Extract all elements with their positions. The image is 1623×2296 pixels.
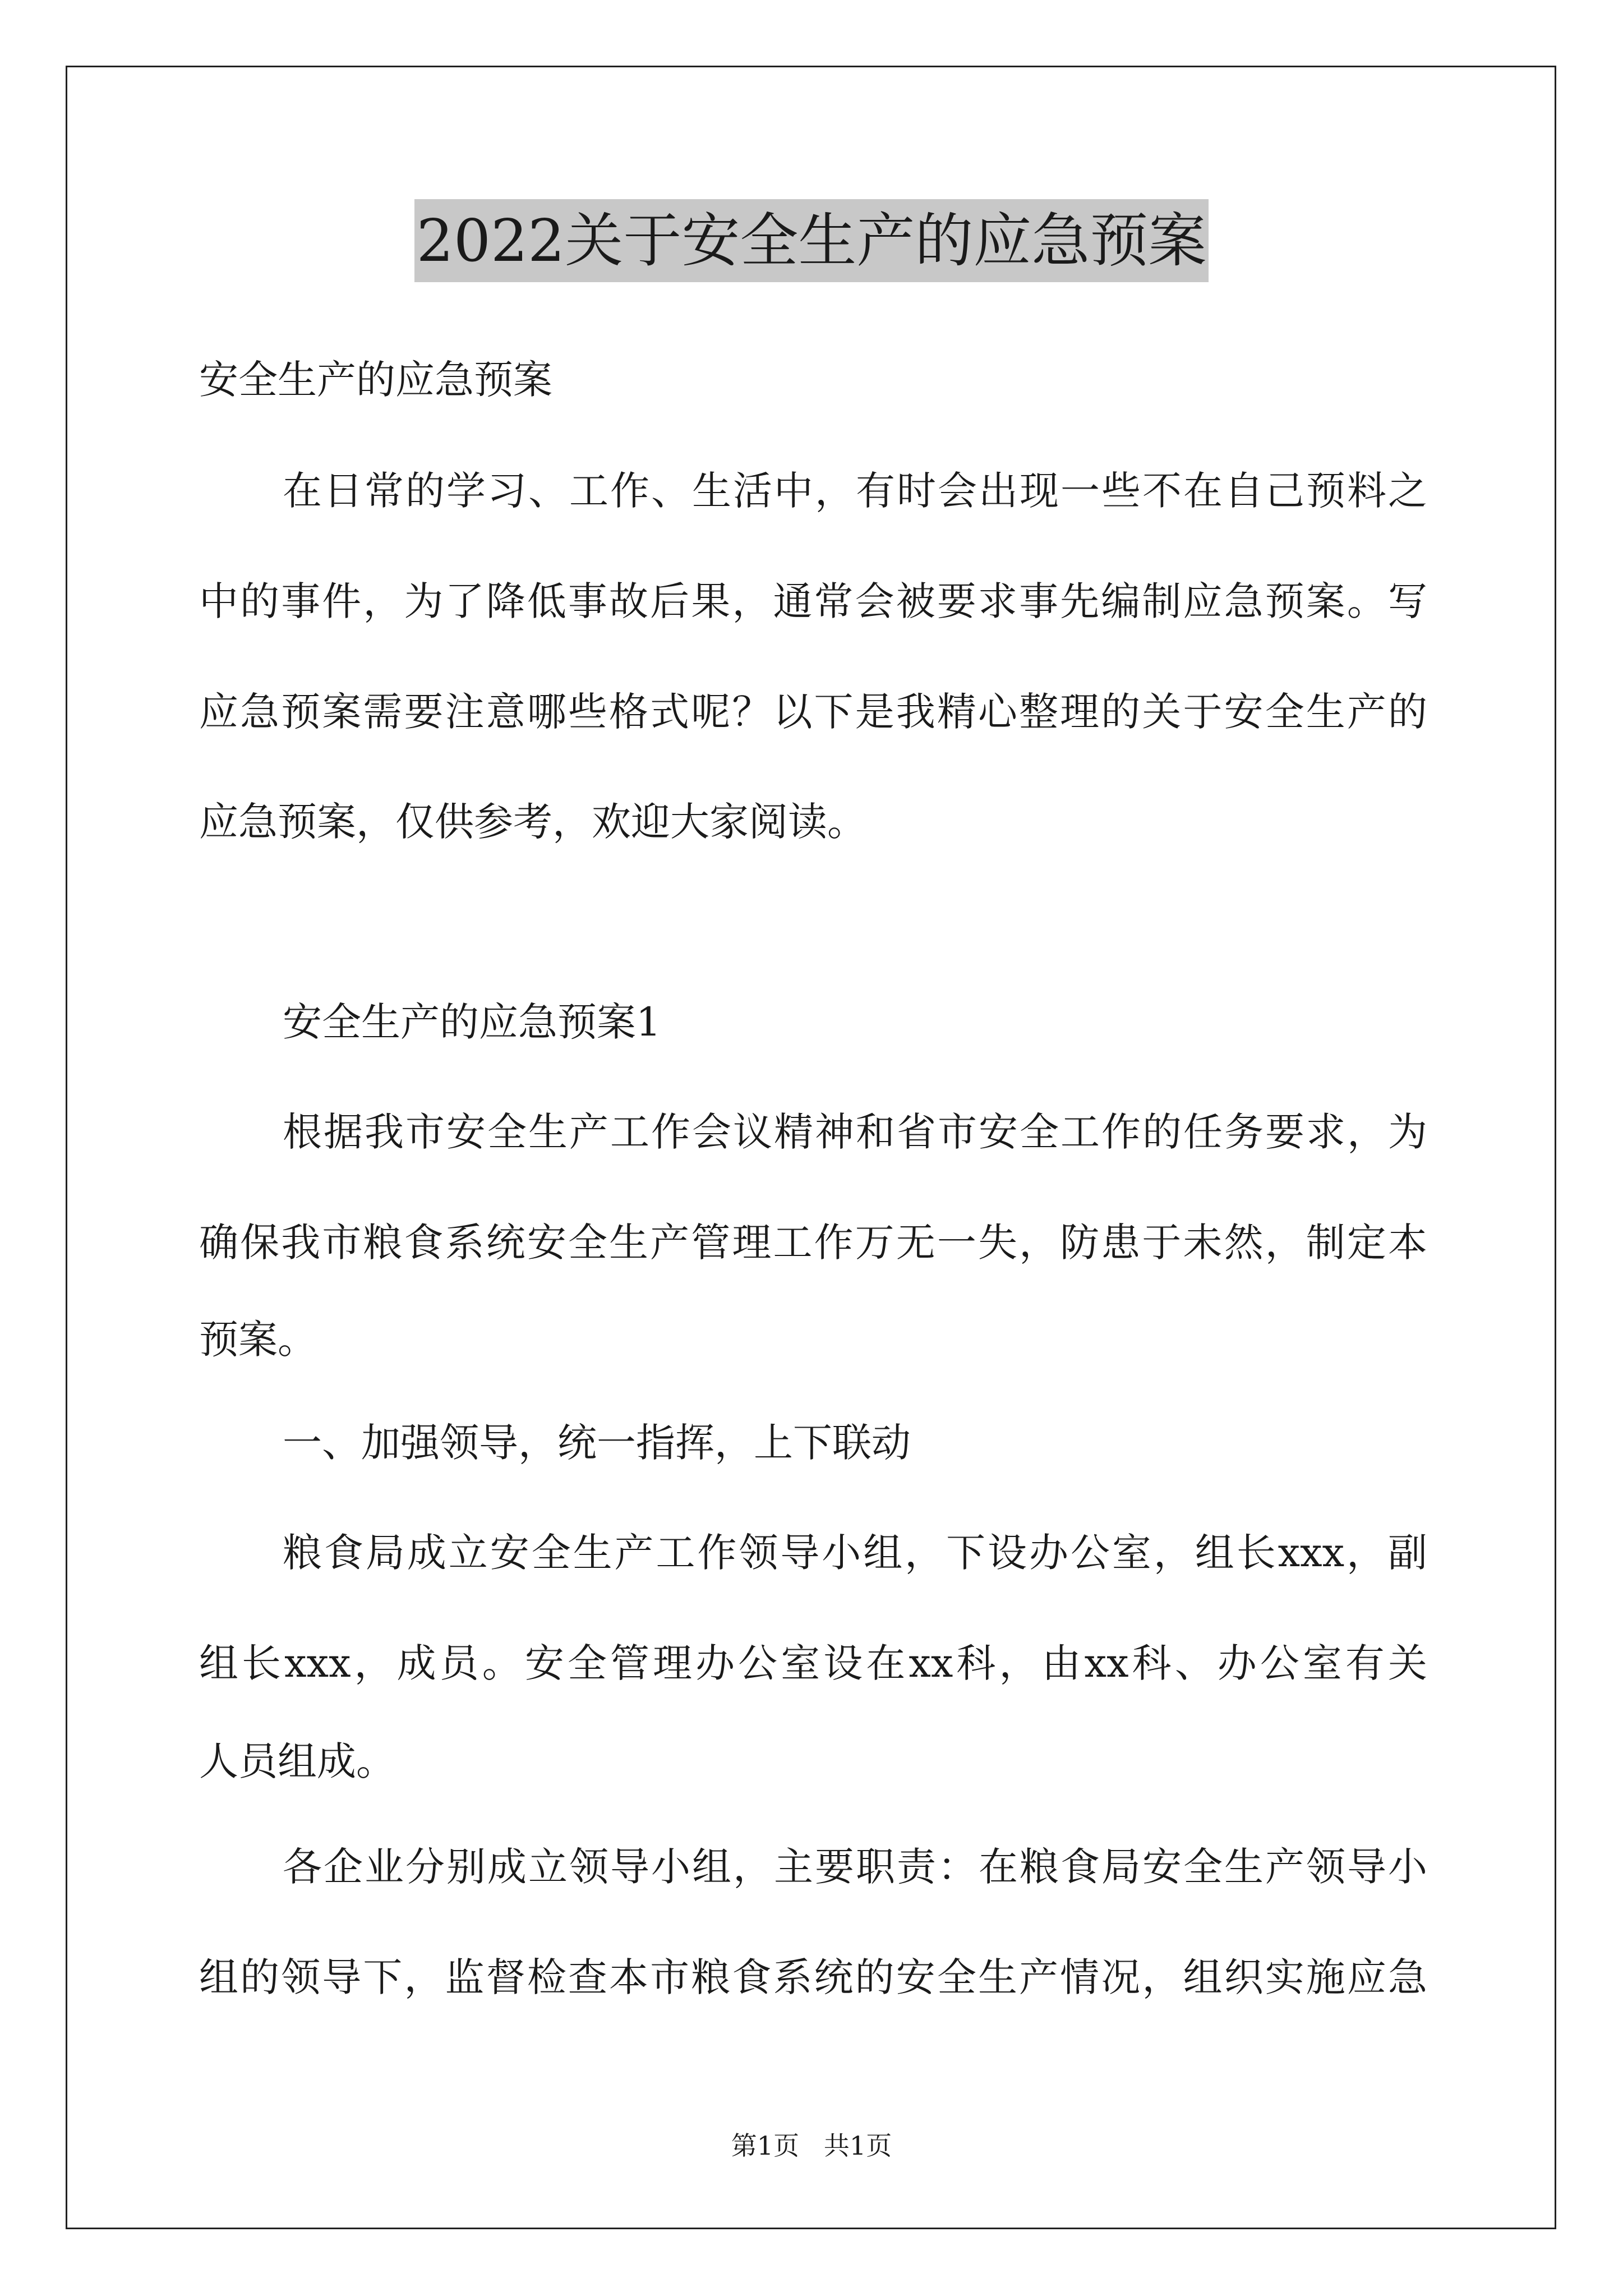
paragraph-line: 组长xxx，成员。安全管理办公室设在xx科，由xx科、办公室有关: [199, 1640, 1427, 1686]
paragraph-line: 预案。: [199, 1317, 317, 1363]
section-heading: 安全生产的应急预案1: [283, 999, 661, 1045]
document-title: 2022关于安全生产的应急预案: [414, 199, 1209, 282]
paragraph-line: 在日常的学习、工作、生活中，有时会出现一些不在自己预料之: [283, 468, 1427, 514]
paragraph-line: 应急预案，仅供参考，欢迎大家阅读。: [199, 799, 866, 845]
paragraph-line: 人员组成。: [199, 1738, 395, 1784]
paragraph-line: 组的领导下，监督检查本市粮食系统的安全生产情况，组织实施应急: [199, 1954, 1427, 2000]
paragraph-line: 中的事件，为了降低事故后果，通常会被要求事先编制应急预案。写: [199, 578, 1427, 624]
paragraph-line: 根据我市安全生产工作会议精神和省市安全工作的任务要求，为: [283, 1109, 1427, 1155]
title-container: [0, 199, 1623, 282]
subtitle-line: 安全生产的应急预案: [199, 357, 552, 403]
paragraph-line: 各企业分别成立领导小组，主要职责：在粮食局安全生产领导小: [283, 1844, 1427, 1890]
paragraph-line: 确保我市粮食系统安全生产管理工作万无一失，防患于未然，制定本: [199, 1220, 1427, 1266]
subsection-heading: 一、加强领导，统一指挥，上下联动: [283, 1420, 911, 1466]
paragraph-line: 粮食局成立安全生产工作领导小组，下设办公室，组长xxx，副: [283, 1530, 1427, 1576]
paragraph-line: 应急预案需要注意哪些格式呢？以下是我精心整理的关于安全生产的: [199, 689, 1427, 735]
page-footer: 第1页 共1页: [731, 2131, 892, 2161]
